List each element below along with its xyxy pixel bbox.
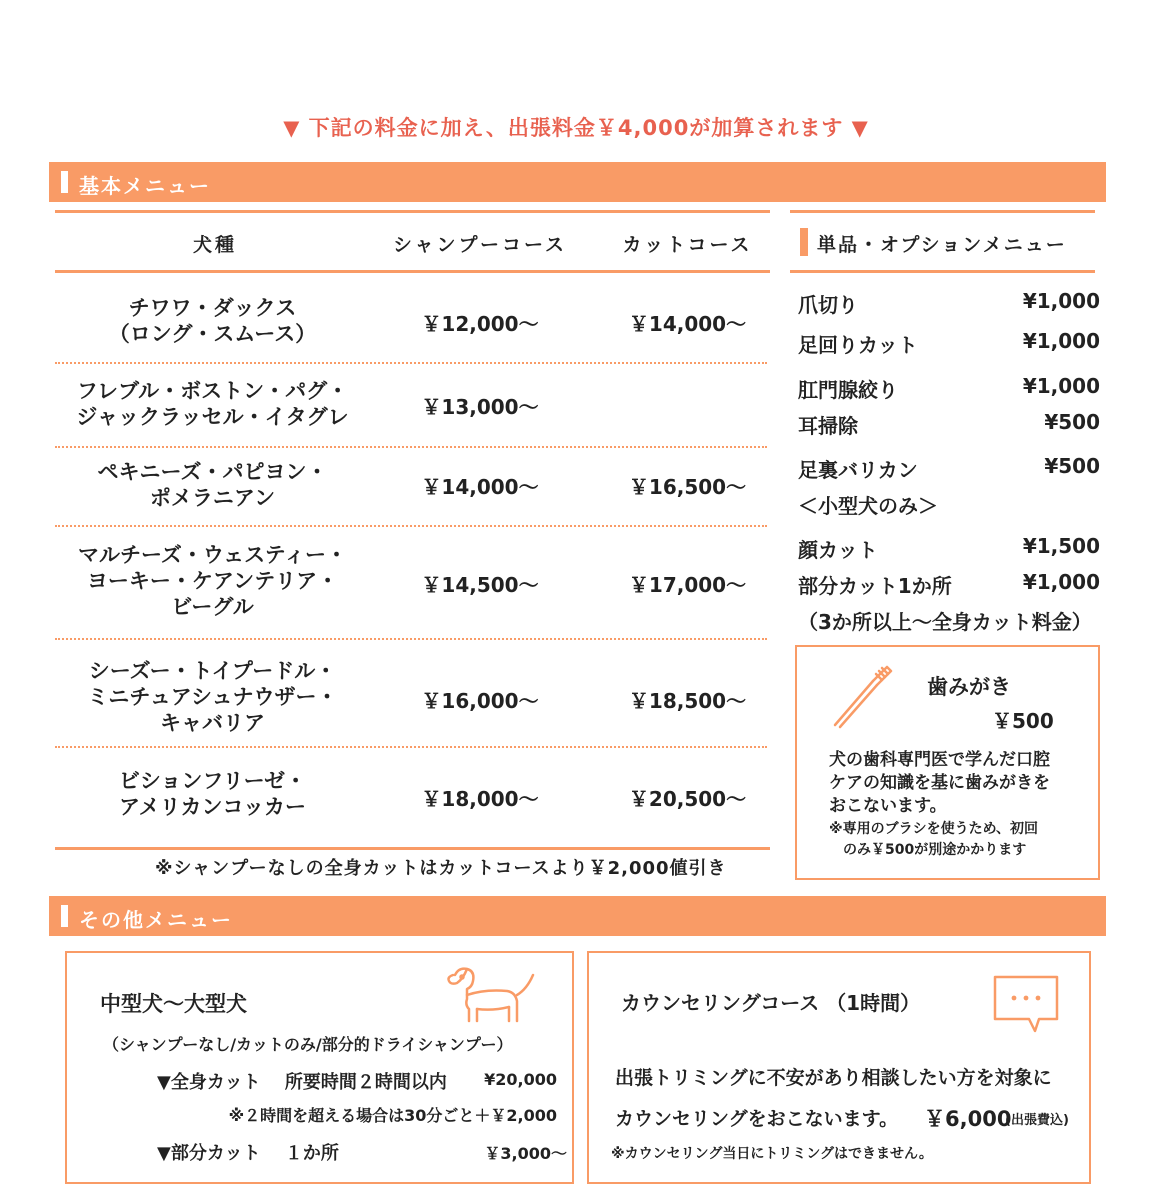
- tooth-brushing-note: ※専用のブラシを使うため、初回 のみ￥500が別途かかります: [829, 821, 1039, 858]
- option-label: 足裏バリカン: [798, 458, 918, 482]
- full-cut-note: ※２時間を超える場合は30分ごと＋￥2,000: [228, 1106, 557, 1125]
- row-breed: マルチーズ・ウェスティー・ ヨーキー・ケアンテリア・ ビーグル: [77, 543, 347, 619]
- row-cut-price: ￥14,000～: [628, 312, 747, 336]
- row-cut-price: ￥17,000～: [628, 573, 747, 597]
- partial-cut-label: ▼部分カット １か所: [157, 1143, 339, 1164]
- full-cut-label: ▼全身カット 所要時間２時間以内: [157, 1072, 447, 1093]
- option-label: 肛門腺絞り: [798, 378, 898, 402]
- option-label: 部分カット1か所: [798, 574, 952, 598]
- counseling-line2: カウンセリングをおこないます。: [615, 1108, 899, 1130]
- options-title: 単品・オプションメニュー: [817, 234, 1067, 256]
- option-price: ¥1,500: [1022, 534, 1100, 558]
- counseling-note: ※カウンセリング当日にトリミングはできません。: [611, 1146, 933, 1162]
- row-shampoo-price: ￥13,000～: [421, 395, 539, 419]
- row-cut-price: ￥16,500～: [628, 475, 747, 499]
- row-breed: チワワ・ダックス （ロング・スムース）: [108, 296, 317, 346]
- counseling-price: ￥6,000: [924, 1107, 1012, 1131]
- row-breed: フレブル・ボストン・パグ・ ジャックラッセル・イタグレ: [76, 379, 349, 429]
- row-cut-price: ￥18,500～: [628, 689, 747, 713]
- row-shampoo-price: ￥12,000～: [421, 312, 539, 336]
- partial-cut-price: ￥3,000～: [484, 1144, 567, 1163]
- option-price: ¥500: [1044, 410, 1100, 434]
- counseling-price-note: (出張費込): [1005, 1113, 1069, 1128]
- row-breed: ビションフリーゼ・ アメリカンコッカー: [118, 769, 307, 819]
- tooth-brushing-title: 歯みがき: [927, 675, 1011, 699]
- row-shampoo-price: ￥16,000～: [421, 689, 539, 713]
- tooth-brushing-price: ￥500: [992, 709, 1054, 733]
- row-breed: ペキニーズ・パピヨン・ ポメラニアン: [97, 460, 328, 510]
- large-dog-box: [65, 951, 574, 1184]
- option-price: ¥1,000: [1022, 570, 1100, 594]
- header-cut: カットコース: [622, 234, 753, 256]
- header-shampoo: シャンプーコース: [392, 234, 568, 256]
- option-label: 足回りカット: [798, 333, 918, 357]
- row-breed: シーズー・トイプードル・ ミニチュアシュナウザー・ キャバリア: [87, 659, 338, 735]
- row-shampoo-price: ￥14,000～: [421, 475, 539, 499]
- large-dog-title: 中型犬～大型犬: [100, 992, 247, 1016]
- row-shampoo-price: ￥18,000～: [421, 787, 539, 811]
- tooth-brushing-box: [795, 645, 1100, 880]
- option-label: 爪切り: [798, 293, 858, 317]
- counseling-box: [587, 951, 1091, 1184]
- basic-menu-title: 基本メニュー: [79, 174, 211, 198]
- option-price: ¥1,000: [1022, 289, 1100, 313]
- option-label: 顔カット: [798, 538, 878, 562]
- surcharge-notice: ▼ 下記の料金に加え、出張料金￥4,000が加算されます ▼: [283, 116, 869, 140]
- option-label: 耳掃除: [798, 414, 858, 438]
- header-breed: 犬種: [192, 234, 237, 256]
- dog-icon: [445, 965, 537, 1025]
- basic-menu-header: [49, 162, 1106, 202]
- option-note: ＜小型犬のみ＞: [798, 494, 938, 518]
- option-price: ¥500: [1044, 454, 1100, 478]
- option-price: ¥1,000: [1022, 329, 1100, 353]
- chat-bubble-icon: [991, 973, 1061, 1035]
- counseling-line1: 出張トリミングに不安があり相談したい方を対象に: [615, 1067, 1052, 1089]
- row-shampoo-price: ￥14,500～: [421, 573, 539, 597]
- counseling-title: カウンセリングコース （1時間）: [621, 991, 921, 1015]
- tooth-brushing-description: 犬の歯科専門医で学んだ口腔 ケアの知識を基に歯みがきを おこないます。: [829, 750, 1050, 816]
- other-menu-title: その他メニュー: [79, 908, 233, 932]
- full-cut-price: ¥20,000: [484, 1070, 557, 1089]
- table-footnote: ※シャンプーなしの全身カットはカットコースより￥2,000値引き: [155, 858, 727, 879]
- other-menu-header: [49, 896, 1106, 936]
- toothbrush-icon: [829, 661, 895, 731]
- large-dog-subtitle: （シャンプーなし/カットのみ/部分的ドライシャンプー）: [103, 1035, 513, 1054]
- option-note: （3か所以上～全身カット料金）: [798, 610, 1092, 634]
- option-price: ¥1,000: [1022, 374, 1100, 398]
- row-cut-price: ￥20,500～: [628, 787, 747, 811]
